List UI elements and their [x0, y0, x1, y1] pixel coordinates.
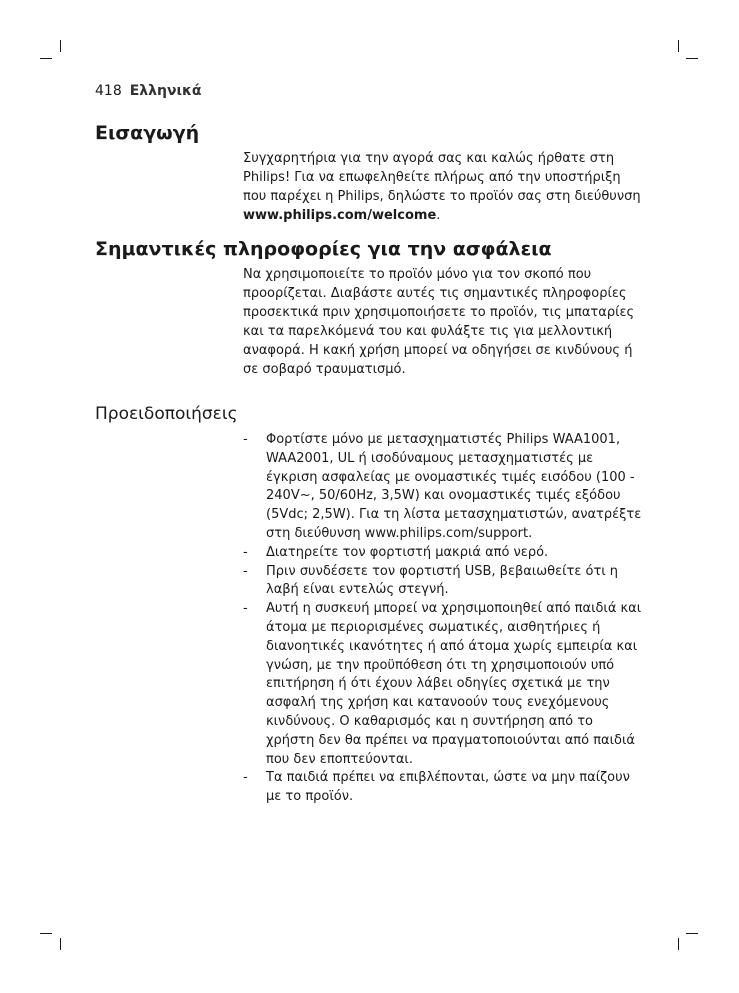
safety-heading: Σημαντικές πληροφορίες για την ασφάλεια: [95, 238, 552, 260]
warning-text: Αυτή η συσκευή μπορεί να χρησιμοποιηθεί από παιδιά και άτομα με περιορισμένες σωματικές, αισθητήριες ή διανοητικές ικανότητες ή από άτομα χωρίς εμπειρία και γνώση, με την προϋπόθεση ότι τη χρησιμοποιούν υπό επιτήρηση ή ότι έχουν λάβει οδηγίες σχετικά με την ασφαλή της χρήση και κατανοούν τους ενεχόμενους κινδύνους. Ο καθαρισμός και η συντήρηση από το χρήστη δεν θα πρέπει να πραγματοποιούνται από παιδιά που δεν εποπτεύονται.: [266, 601, 642, 767]
intro-paragraph: [243, 149, 641, 225]
warning-item: [243, 600, 643, 769]
warning-text: Διατηρείτε τον φορτιστή μακριά από νερό.: [266, 544, 549, 560]
welcome-link[interactable]: www.philips.com/welcome: [243, 208, 437, 223]
bullet-dash: -: [243, 770, 248, 786]
crop-mark-bottom-right-h: [686, 933, 698, 934]
warning-item: [243, 544, 643, 563]
crop-mark-top-right-h: [686, 58, 698, 59]
bullet-dash: -: [243, 563, 248, 579]
warnings-list: [243, 431, 643, 807]
page-header: [95, 81, 202, 101]
intro-text: Συγχαρητήρια για την αγορά σας και καλώς ήρθατε στη Philips! Για να επωφεληθείτε πλήρως από την υποστήριξη που παρέχει η Philips, δηλώστε το προϊόν σας στη διεύθυνση: [243, 151, 641, 204]
crop-mark-top-left-h: [40, 58, 52, 59]
header-language: Ελληνικά: [129, 83, 202, 99]
warning-item: [243, 769, 643, 807]
intro-heading: Εισαγωγή: [95, 122, 200, 144]
bullet-dash: -: [243, 544, 248, 560]
safety-paragraph: Να χρησιμοποιείτε το προϊόν μόνο για τον σκοπό που προορίζεται. Διαβάστε αυτές τις σημαντικές πληροφορίες προσεκτικά πριν χρησιμοποιήσετε το προϊόν, τις μπαταρίες και τα παρελκόμενά του και φυλάξτε τις για μελλοντική αναφορά. Η κακή χρήση μπορεί να οδηγήσει σε κινδύνους ή σε σοβαρό τραυματισμό.: [243, 267, 635, 377]
crop-mark-top-right-v: [678, 40, 679, 52]
warning-text: Φορτίστε μόνο με μετασχηματιστές Philips WAA1001, WAA2001, UL ή ισοδύναμους μετασχηματιστές με έγκριση ασφαλείας με ονομαστικές τιμές εισόδου (100 - 240V~, 50/60Hz, 3,5W) και ονομαστικές τιμές εξόδου (5Vdc; 2,5W). Για τη λίστα μετασχηματιστών, ανατρέξτε στη διεύθυνση www.philips.com/support.: [266, 432, 642, 541]
warning-text: Τα παιδιά πρέπει να επιβλέπονται, ώστε να μην παίζουν με το προϊόν.: [266, 770, 630, 805]
warning-item: [243, 563, 643, 601]
page-number: 418: [95, 83, 122, 99]
warning-item: [243, 431, 643, 544]
warning-text: Πριν συνδέσετε τον φορτιστή USB, βεβαιωθείτε ότι η λαβή είναι εντελώς στεγνή.: [266, 563, 619, 598]
crop-mark-bottom-right-v: [678, 938, 679, 950]
crop-mark-bottom-left-v: [60, 938, 61, 950]
warnings-heading: Προειδοποιήσεις: [95, 404, 238, 424]
bullet-dash: -: [243, 432, 248, 447]
crop-mark-top-left-v: [60, 40, 61, 52]
bullet-dash: -: [243, 601, 248, 617]
intro-end: .: [436, 208, 441, 223]
crop-mark-bottom-left-h: [40, 933, 52, 934]
